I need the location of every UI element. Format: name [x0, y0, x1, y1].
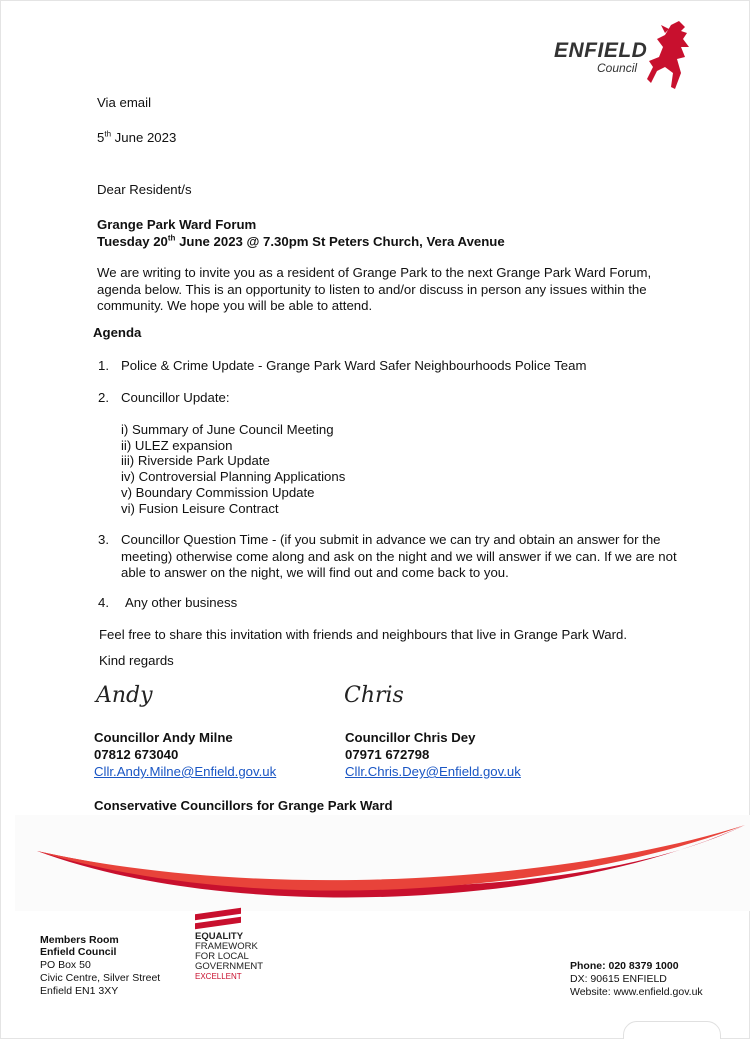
delivery-method: Via email: [97, 95, 151, 110]
letter-date: 5th June 2023: [97, 129, 177, 145]
agenda-item-1-number: 1.: [98, 358, 109, 373]
signer-name: Councillor Andy Milne: [94, 730, 233, 745]
badge-level: EXCELLENT: [195, 972, 242, 981]
signature-andy: Andy: [96, 683, 153, 708]
dragon-logo-icon: [641, 17, 696, 91]
footer-website: Website: www.enfield.gov.uk: [570, 986, 703, 998]
closing: Kind regards: [99, 653, 174, 668]
agenda-subitem: iv) Controversial Planning Applications: [121, 469, 346, 484]
signer-email-link[interactable]: Cllr.Andy.Milne@Enfield.gov.uk: [94, 764, 277, 779]
agenda-item-2: Councillor Update:: [121, 390, 230, 405]
event-details: Tuesday 20th June 2023 @ 7.30pm St Peters Church, Vera Avenue: [97, 233, 505, 249]
agenda-subitem: v) Boundary Commission Update: [121, 485, 315, 500]
footer-address-line: PO Box 50: [40, 959, 91, 971]
logo-wordmark: ENFIELD: [554, 39, 648, 62]
footer-dx: DX: 90615 ENFIELD: [570, 973, 667, 985]
signer-phone: 07812 673040: [94, 747, 179, 762]
salutation: Dear Resident/s: [97, 182, 192, 197]
agenda-subitem: i) Summary of June Council Meeting: [121, 422, 334, 437]
badge-text: EQUALITY: [195, 931, 244, 942]
councillor-group: Conservative Councillors for Grange Park Ward: [94, 798, 393, 813]
signer-phone: 07971 672798: [345, 747, 430, 762]
agenda-item-3: Councillor Question Time - (if you submit in advance we can try and obtain an answer for the meeting) otherwise come along and ask on the night and we will answer if we can. If we are not able to answer on the night, we will find out and come back to you.: [121, 532, 677, 580]
badge-text: FOR LOCAL: [195, 951, 249, 962]
page-corner-tab: [623, 1021, 721, 1039]
agenda-item-2-number: 2.: [98, 390, 109, 405]
signer-name: Councillor Chris Dey: [345, 730, 476, 745]
footer-address-line: Enfield EN1 3XY: [40, 985, 119, 997]
agenda-subitem: iii) Riverside Park Update: [121, 453, 270, 468]
badge-text: GOVERNMENT: [195, 961, 264, 972]
share-note: Feel free to share this invitation with friends and neighbours that live in Grange Park Ward.: [99, 627, 628, 642]
equality-framework-badge: [195, 911, 263, 981]
agenda-subitem: vi) Fusion Leisure Contract: [121, 501, 279, 516]
footer-address-line: Enfield Council: [40, 946, 117, 958]
agenda-item-3-number: 3.: [98, 532, 109, 547]
intro-paragraph: We are writing to invite you as a resident of Grange Park to the next Grange Park Ward Forum, agenda below. This is an opportunity to listen to and/or discuss in person any issues within the community. We hope you will be able to attend.: [97, 265, 652, 313]
agenda-item-4-number: 4.: [98, 595, 109, 610]
footer-address-line: Members Room: [40, 934, 119, 946]
agenda-item-4: Any other business: [125, 595, 238, 610]
footer-phone: Phone: 020 8379 1000: [570, 960, 679, 972]
agenda-item-1: Police & Crime Update - Grange Park Ward Safer Neighbourhoods Police Team: [121, 358, 587, 373]
badge-text: FRAMEWORK: [195, 941, 258, 952]
agenda-heading: Agenda: [93, 325, 142, 340]
signature-chris: Chris: [344, 683, 404, 708]
red-swoosh-graphic: [1, 813, 750, 923]
logo-subtitle: Council: [597, 61, 638, 75]
event-title: Grange Park Ward Forum: [97, 217, 257, 232]
agenda-subitem: ii) ULEZ expansion: [121, 438, 233, 453]
footer-address-line: Civic Centre, Silver Street: [40, 972, 161, 984]
signer-email-link[interactable]: Cllr.Chris.Dey@Enfield.gov.uk: [345, 764, 521, 779]
